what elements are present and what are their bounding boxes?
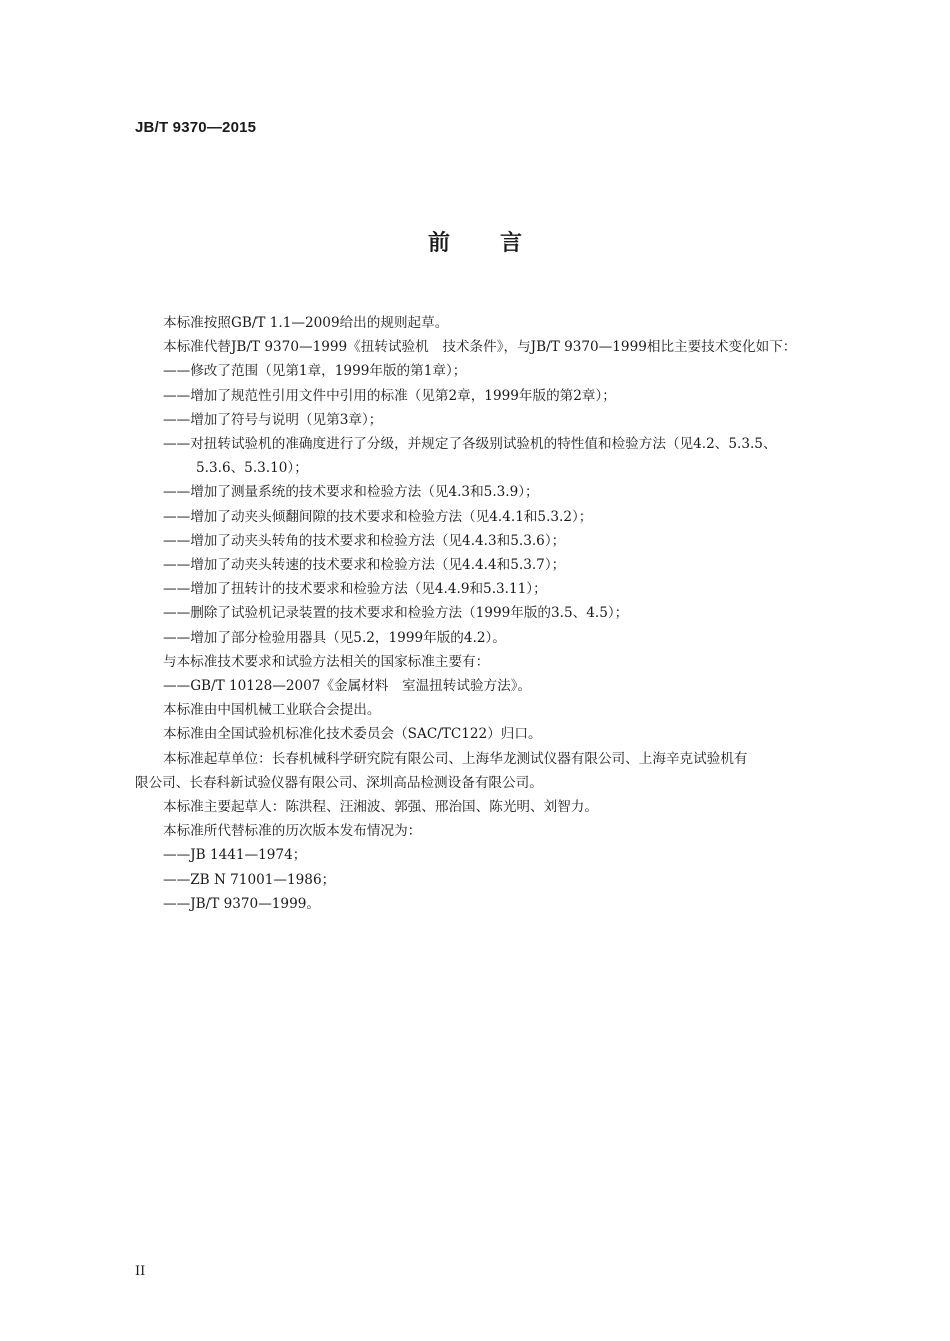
paragraph-line: 本标准主要起草人：陈洪程、汪湘波、郭强、邢治国、陈光明、刘智力。 [163,799,598,816]
paragraph-line: 本标准所代替标准的历次版本发布情况为： [163,823,422,840]
paragraph-line: 本标准由全国试验机标准化技术委员会（SAC/TC122）归口。 [163,726,542,743]
change-item: ——修改了范围（见第1章，1999年版的第1章）； [163,363,467,380]
change-item: ——删除了试验机记录装置的技术要求和检验方法（1999年版的3.5、4.5）； [163,605,629,622]
paragraph-line: 本标准起草单位：长春机械科学研究院有限公司、上海华龙测试仪器有限公司、上海辛克试验机有 [163,750,748,767]
change-item: ——增加了部分检验用器具（见5.2，1999年版的4.2）。 [163,629,506,646]
page-number: II [135,1264,146,1279]
page-title: 前言 [427,231,572,256]
change-item: ——增加了动夹头转速的技术要求和检验方法（见4.4.4和5.3.7）； [163,557,566,574]
foreword-body [135,311,880,916]
standard-number: JB/T 9370—2015 [135,119,257,136]
change-item: ——增加了动夹头转角的技术要求和检验方法（见4.4.3和5.3.6）； [163,532,566,549]
change-item: ——增加了扭转计的技术要求和检验方法（见4.4.9和5.3.11）； [163,581,547,598]
change-item: ——增加了动夹头倾翻间隙的技术要求和检验方法（见4.4.1和5.3.2）； [163,508,593,525]
change-item-continuation: 5.3.6、5.3.10）； [196,460,308,477]
history-item: ——ZB N 71001—1986； [163,871,336,888]
paragraph-line: 本标准按照GB/T 1.1—2009给出的规则起草。 [163,315,449,331]
history-item: ——JB/T 9370—1999。 [163,895,320,912]
change-item: ——增加了规范性引用文件中引用的标准（见第2章，1999年版的第2章）； [163,387,616,404]
change-item: ——对扭转试验机的准确度进行了分级，并规定了各级别试验机的特性值和检验方法（见4.2、5.3.5、 [163,436,777,453]
related-standard-item: ——GB/T 10128—2007《金属材料 室温扭转试验方法》。 [163,678,532,695]
change-item: ——增加了符号与说明（见第3章）； [163,411,383,428]
paragraph-continuation: 限公司、长春科新试验仪器有限公司、深圳高品检测设备有限公司。 [135,774,543,791]
paragraph-line: 与本标准技术要求和试验方法相关的国家标准主要有： [163,653,490,670]
paragraph-line: 本标准代替JB/T 9370—1999《扭转试验机 技术条件》，与JB/T 9370—1999相比主要技术变化如下： [163,339,797,356]
paragraph-line: 本标准由中国机械工业联合会提出。 [163,702,381,719]
history-item: ——JB 1441—1974； [163,847,307,864]
change-item: ——增加了测量系统的技术要求和检验方法（见4.3和5.3.9）； [163,484,539,501]
